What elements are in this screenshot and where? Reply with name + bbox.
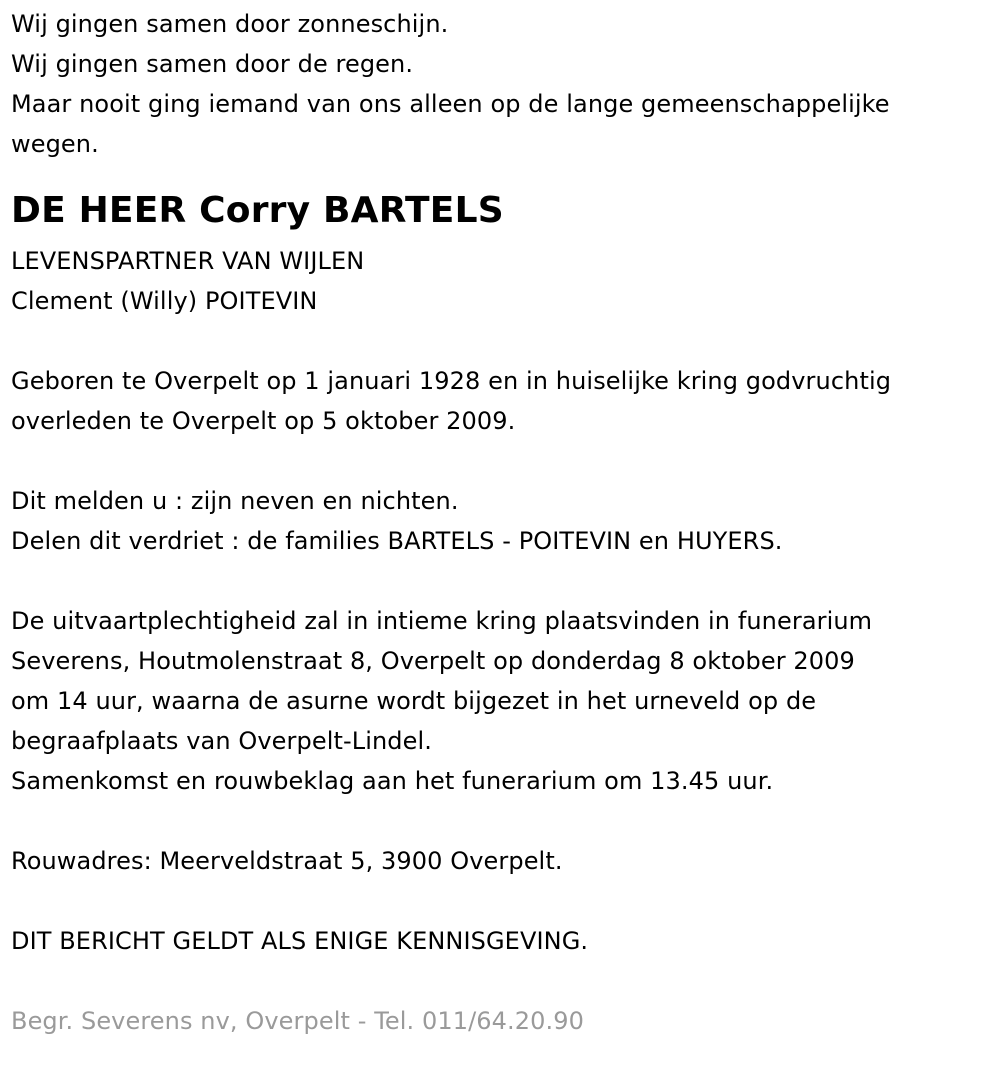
spacer [11, 961, 991, 1001]
paragraph-line: begraafplaats van Overpelt-Lindel. [11, 727, 432, 755]
spacer [11, 561, 991, 601]
spacer [11, 881, 991, 921]
paragraph-line: overleden te Overpelt op 5 oktober 2009. [11, 407, 516, 435]
poem-line: Wij gingen samen door de regen. [11, 50, 414, 78]
relation-text: LEVENSPARTNER VAN WIJLEN [11, 247, 365, 275]
paragraph-line: Samenkomst en rouwbeklag aan het funerarium om 13.45 uur. [11, 767, 774, 795]
poem [11, 4, 991, 164]
partner-name: Clement (Willy) POITEVIN [11, 287, 318, 315]
paragraph-line: Dit melden u : zijn neven en nichten. [11, 487, 459, 515]
poem-line: Maar nooit ging iemand van ons alleen op de lange gemeenschappelijke [11, 90, 890, 118]
deceased-name: DE HEER Corry BARTELS [11, 190, 504, 231]
paragraph-line: Geboren te Overpelt op 1 januari 1928 en in huiselijke kring godvruchtig [11, 367, 892, 395]
poem-line: wegen. [11, 130, 99, 158]
birth-death-paragraph [11, 361, 991, 441]
obituary-notice [11, 0, 991, 1041]
ceremony-paragraph [11, 601, 991, 801]
mourning-address: Rouwadres: Meerveldstraat 5, 3900 Overpelt. [11, 847, 563, 875]
paragraph-line: De uitvaartplechtigheid zal in intieme kring plaatsvinden in funerarium [11, 607, 873, 635]
paragraph-line: om 14 uur, waarna de asurne wordt bijgezet in het urneveld op de [11, 687, 817, 715]
funeral-home-footer: Begr. Severens nv, Overpelt - Tel. 011/64.20.90 [11, 1007, 584, 1035]
family-paragraph [11, 481, 991, 561]
spacer [11, 801, 991, 841]
paragraph-line: Delen dit verdriet : de families BARTELS - POITEVIN en HUYERS. [11, 527, 783, 555]
poem-line: Wij gingen samen door zonneschijn. [11, 10, 449, 38]
spacer [11, 441, 991, 481]
notice-statement: DIT BERICHT GELDT ALS ENIGE KENNISGEVING. [11, 927, 589, 955]
paragraph-line: Severens, Houtmolenstraat 8, Overpelt op donderdag 8 oktober 2009 [11, 647, 855, 675]
spacer [11, 321, 991, 361]
